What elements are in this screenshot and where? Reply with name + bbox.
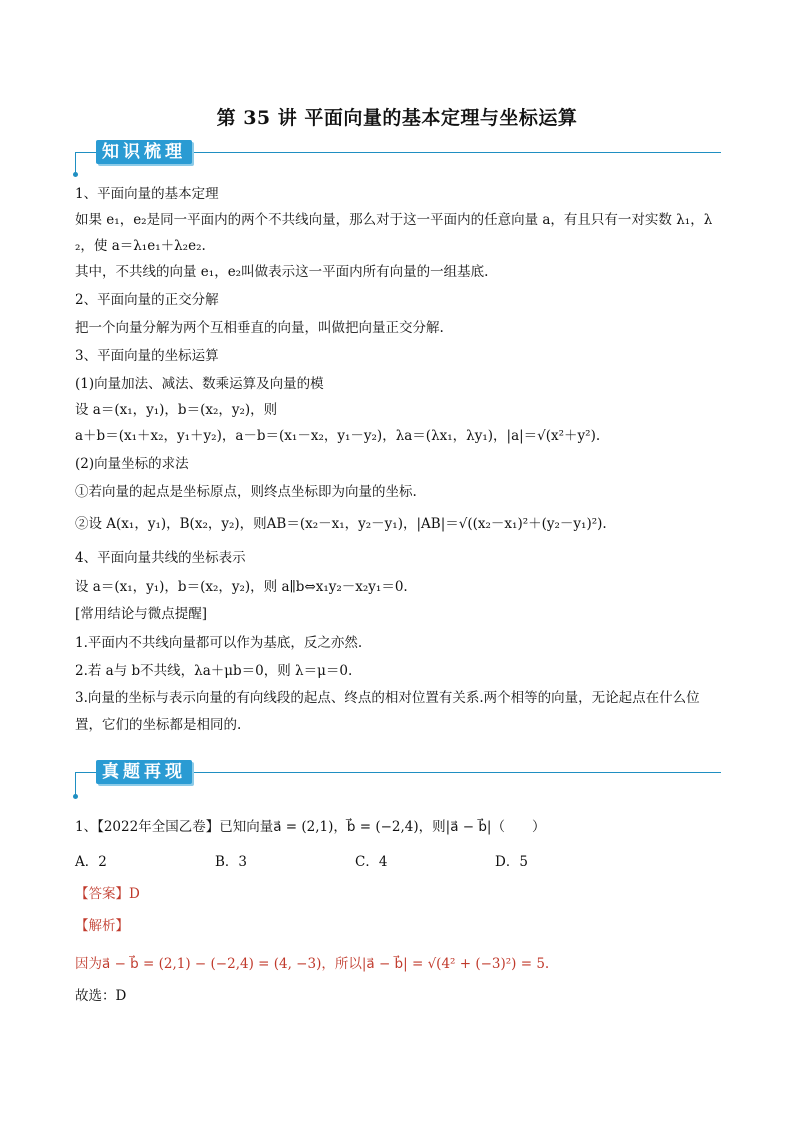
text-line: 2.若 a与 b不共线，λa＋μb＝0，则 λ＝μ＝0.: [75, 663, 353, 679]
subheading: (2)向量坐标的求法: [75, 456, 189, 472]
analysis-text: 因为a⃗ − b⃗ = (2,1) − (−2,4) = (4, −3)，所以|a⃗ − b⃗| = √(4² + (−3)²) = 5.: [75, 956, 550, 972]
conclusion-text: 故选：D: [75, 988, 127, 1004]
heading-orthogonal: 2、平面向量的正交分解: [75, 292, 219, 308]
section-divider-vertical: [75, 152, 76, 174]
text-line: ₂，使 a＝λ₁e₁＋λ₂e₂.: [75, 238, 206, 254]
formula-line: 设 a＝(x₁，y₁)，b＝(x₂，y₂)，则 a∥b⇔x₁y₂－x₂y₁＝0.: [75, 579, 408, 595]
section-dot: [73, 172, 78, 177]
subheading: (1)向量加法、减法、数乘运算及向量的模: [75, 376, 324, 392]
text-line: 如果 e₁，e₂是同一平面内的两个不共线向量，那么对于这一平面内的任意向量 a，有且只有一对实数 λ₁，λ: [75, 212, 713, 228]
section-badge-knowledge: 知识梳理: [96, 140, 192, 164]
formula-line: a＋b＝(x₁＋x₂，y₁＋y₂)，a－b＝(x₁－x₂，y₁－y₂)，λa＝(λx₁，λy₁)，|a|＝√(x²＋y²).: [75, 428, 601, 444]
text-line: 置，它们的坐标都是相同的.: [75, 717, 242, 733]
page-title: 第 35 讲 平面向量的基本定理与坐标运算: [216, 107, 578, 129]
text-line: 1.平面内不共线向量都可以作为基底，反之亦然.: [75, 635, 363, 651]
option-c: C．4: [355, 854, 388, 870]
section-badge-exam: 真题再现: [96, 760, 192, 784]
option-d: D．5: [495, 854, 528, 870]
analysis-label: 【解析】: [75, 918, 129, 934]
formula-line: ②设 A(x₁，y₁)，B(x₂，y₂)，则AB＝(x₂－x₁，y₂－y₁)，|AB|＝√((x₂－x₁)²＋(y₂－y₁)²).: [75, 516, 607, 532]
text-line: 其中，不共线的向量 e₁，e₂叫做表示这一平面内所有向量的一组基底.: [75, 264, 489, 280]
options-row: [75, 850, 635, 870]
heading-basic-theorem: 1、平面向量的基本定理: [75, 186, 219, 202]
option-a: A．2: [75, 854, 107, 870]
section-dot: [73, 794, 78, 799]
question-text: 1、【2022年全国乙卷】已知向量a⃗ = (2,1)，b⃗ = (−2,4)，则|a⃗ − b⃗|（ ）: [75, 819, 546, 835]
text-line: 3.向量的坐标与表示向量的有向线段的起点、终点的相对位置有关系.两个相等的向量，无论起点在什么位: [75, 690, 700, 706]
heading-coordinate-ops: 3、平面向量的坐标运算: [75, 348, 219, 364]
answer-label: 【答案】D: [75, 886, 140, 902]
text-line: 设 a＝(x₁，y₁)，b＝(x₂，y₂)，则: [75, 402, 278, 418]
heading-collinear: 4、平面向量共线的坐标表示: [75, 550, 246, 566]
subheading: [常用结论与微点提醒]: [75, 606, 208, 622]
text-line: ①若向量的起点是坐标原点，则终点坐标即为向量的坐标.: [75, 484, 417, 500]
section-divider-vertical: [75, 772, 76, 796]
option-b: B．3: [215, 854, 248, 870]
text-line: 把一个向量分解为两个互相垂直的向量，叫做把向量正交分解.: [75, 320, 444, 336]
